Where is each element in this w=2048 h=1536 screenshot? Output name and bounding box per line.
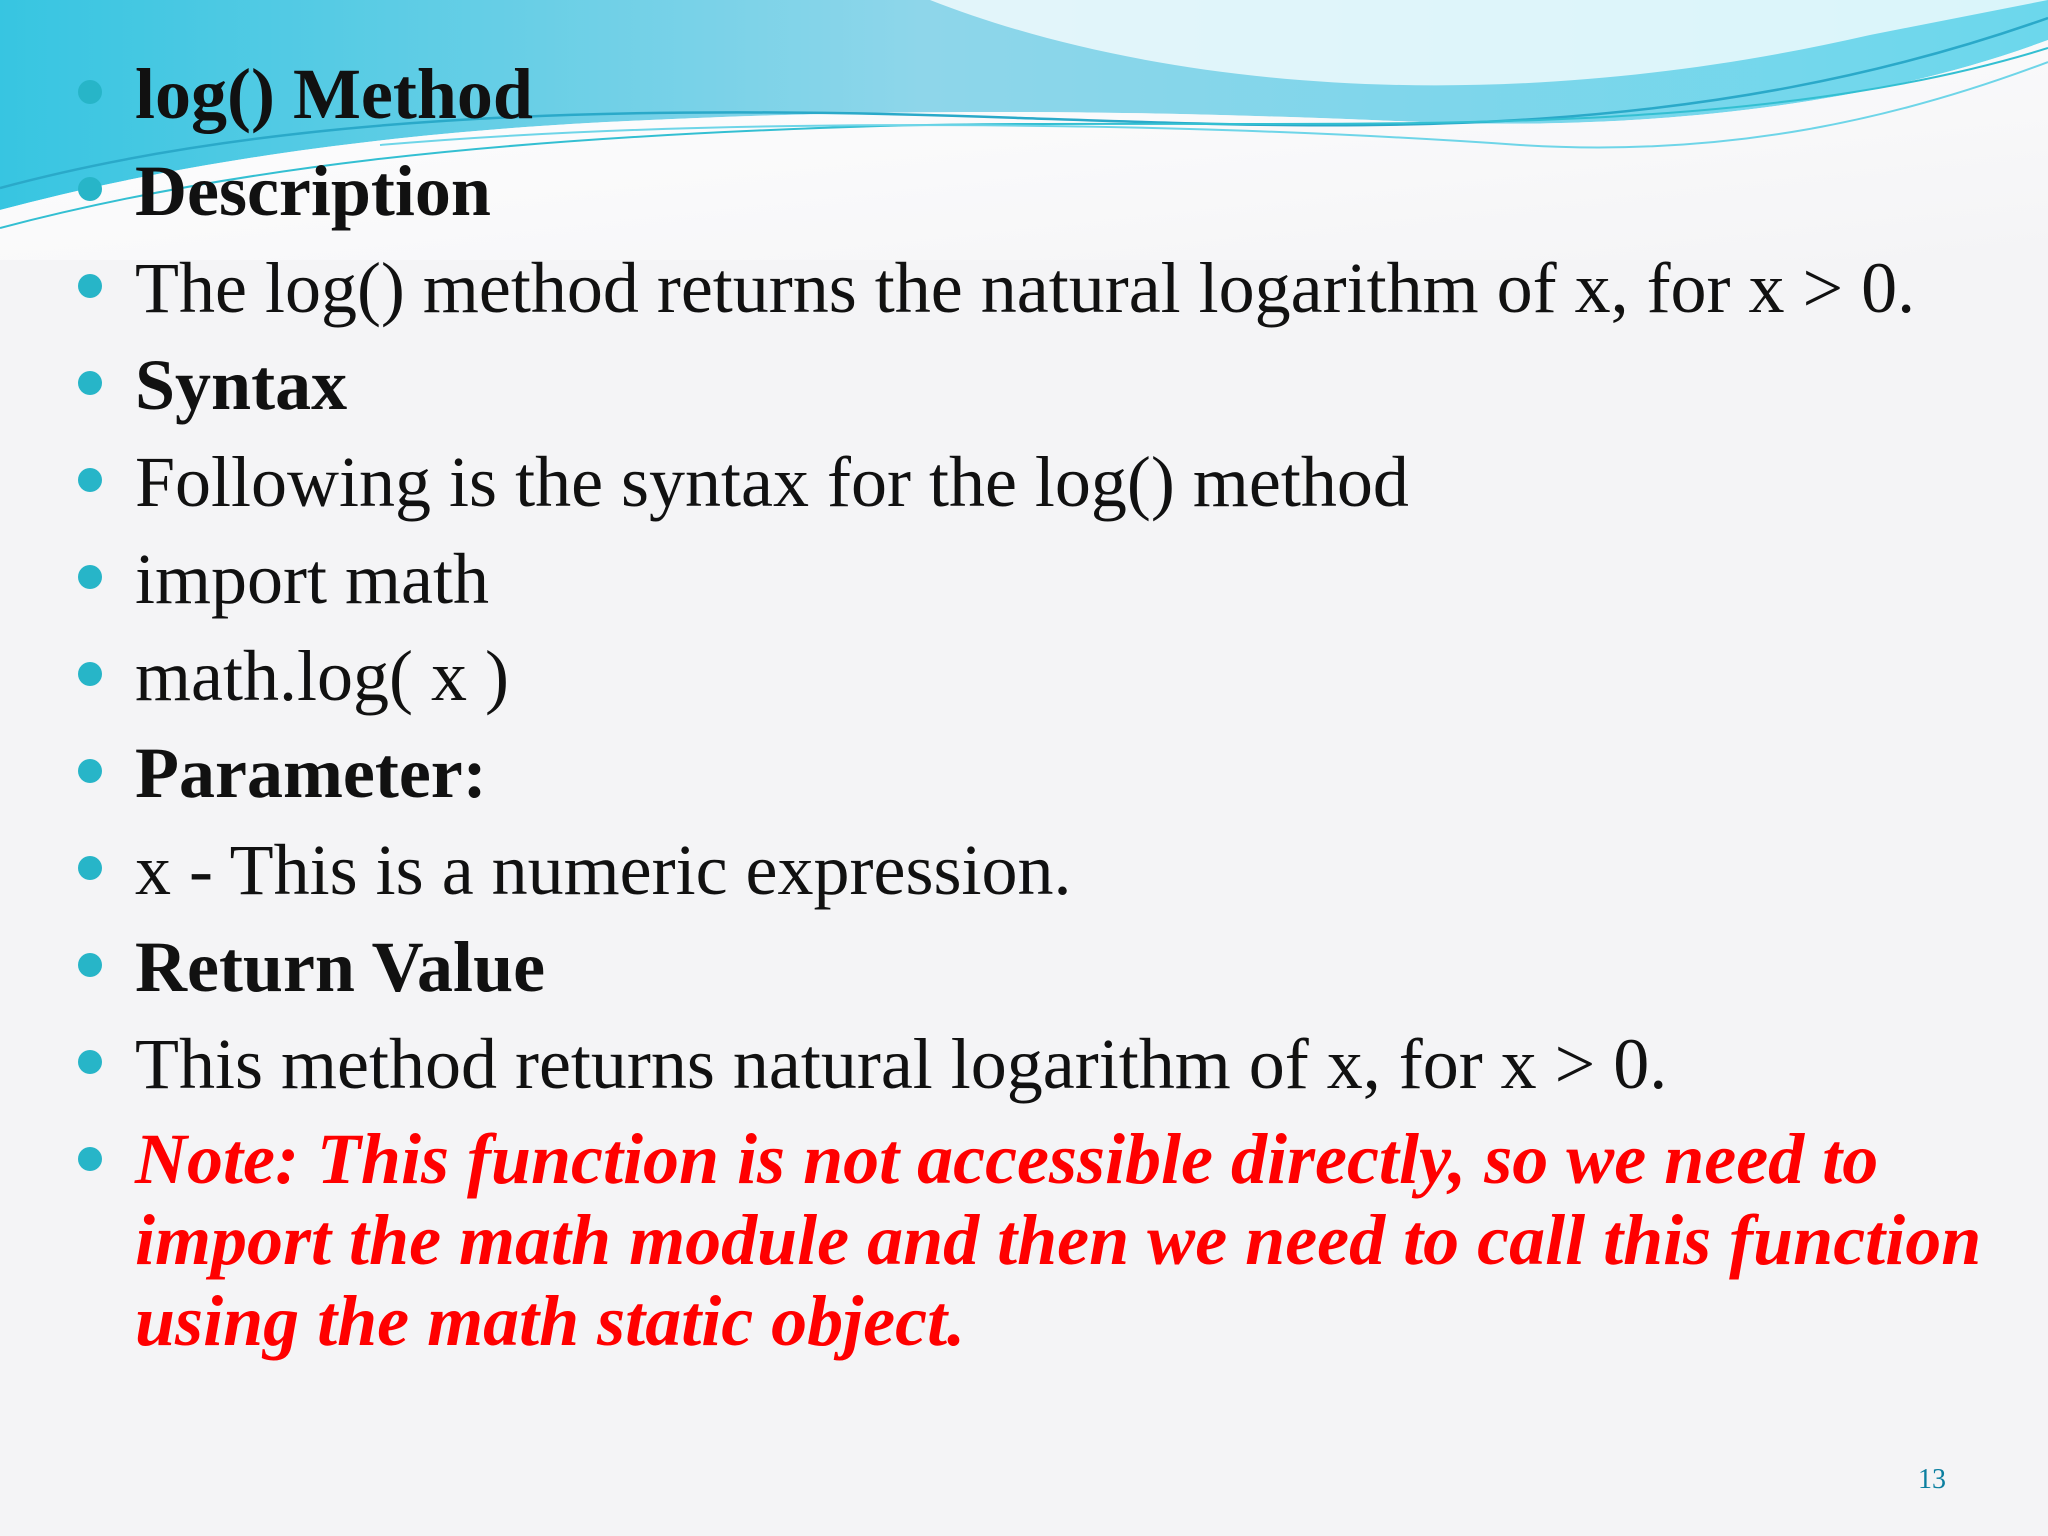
bullet-return-heading: Return Value <box>78 925 1978 1010</box>
bullet-description-heading: Description <box>78 149 1978 234</box>
bullet-parameter-text: x - This is a numeric expression. <box>78 828 1978 913</box>
bullet-call-line: math.log( x ) <box>78 634 1978 719</box>
bullet-import-line: import math <box>78 537 1978 622</box>
bullet-return-text: This method returns natural logarithm of x, for x > 0. <box>78 1022 1978 1107</box>
bullet-title: log() Method <box>78 52 1978 137</box>
bullet-syntax-text: Following is the syntax for the log() method <box>78 440 1978 525</box>
bullet-description-text: The log() method returns the natural logarithm of x, for x > 0. <box>78 246 2048 331</box>
bullet-list <box>78 52 1982 1374</box>
bullet-parameter-heading: Parameter: <box>78 731 1978 816</box>
page-number: 13 <box>1918 1464 1946 1495</box>
bullet-syntax-heading: Syntax <box>78 343 1978 428</box>
bullet-note: Note: This function is not accessible directly, so we need to import the math module and then we need to call this function using the math static object. <box>78 1119 2035 1362</box>
